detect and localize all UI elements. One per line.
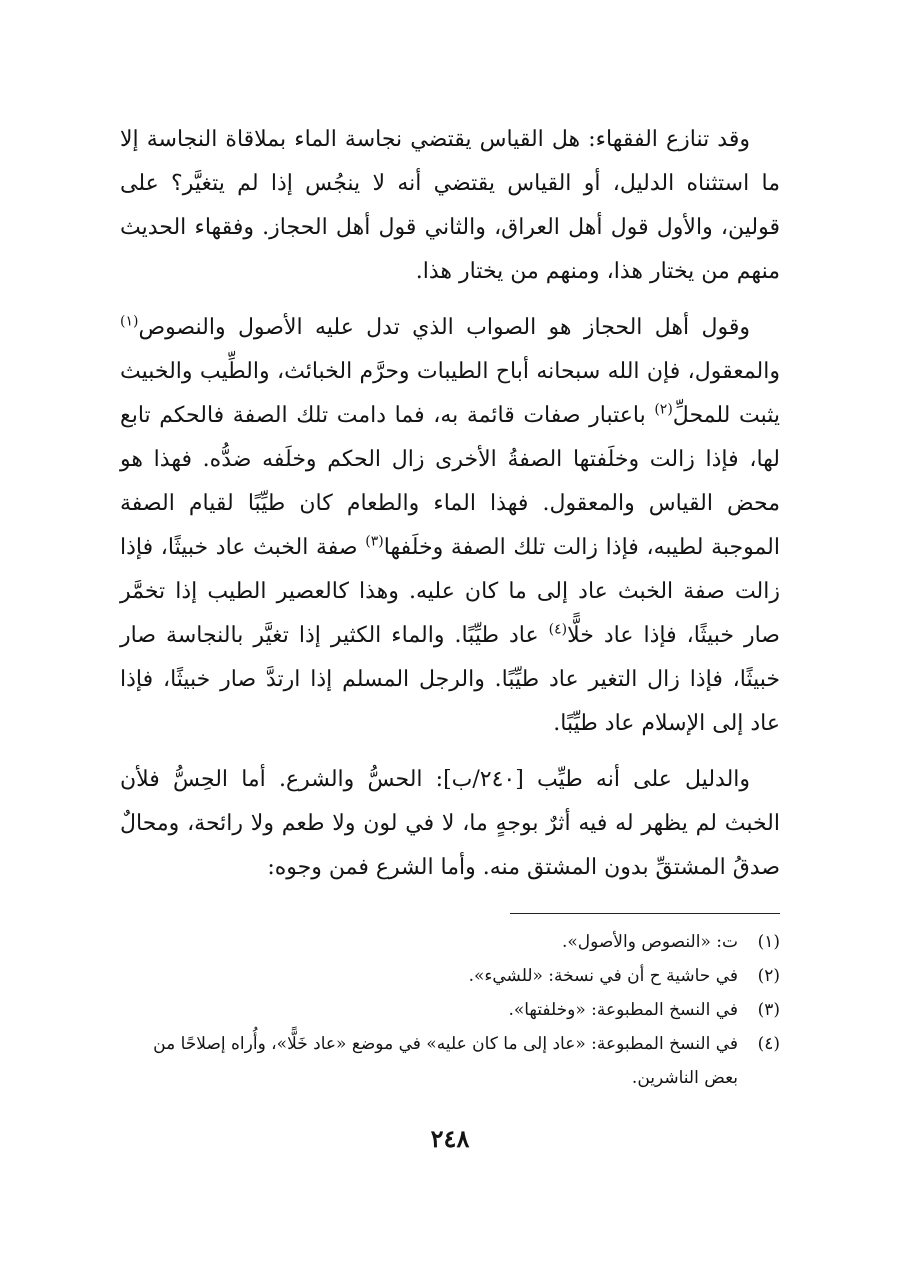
paragraph-2-part-a: وقول أهل الحجاز هو الصواب الذي تدل عليه الأصول والنصوص xyxy=(138,315,750,340)
footnote-number: (١) xyxy=(757,932,780,952)
footnote-number: (٤) xyxy=(757,1034,780,1054)
paragraph-2-part-d: صفة الخبث عاد خبيثًا، فإذا زالت صفة الخبث عاد إلى ما كان عليه. وهذا كالعصير الطيب إذا تخمَّر صار خبيثًا، فإذا عاد خلًّا xyxy=(120,535,780,648)
paragraph-1: وقد تنازع الفقهاء: هل القياس يقتضي نجاسة الماء بملاقاة النجاسة إلا ما استثناه الدليل، أو القياس يقتضي أنه لا ينجُس إذا لم يتغيَّر؟ على قولين، والأول قول أهل العراق، والثاني قول أهل الحجاز. وفقهاء الحديث منهم من يختار هذا، ومنهم من يختار هذا. xyxy=(120,127,780,284)
footnote-1 xyxy=(120,925,780,959)
footnote-2 xyxy=(120,959,780,993)
footnote-4 xyxy=(120,1027,780,1095)
paragraph-2-part-b: والمعقول، فإن الله سبحانه أباح الطيبات وحرَّم الخبائث، والطِّيب والخبيث يثبت للمحلِّ xyxy=(120,359,781,428)
footnote-ref-4: (٤) xyxy=(548,621,568,638)
footnote-ref-2: (٢) xyxy=(654,401,673,418)
paragraph-2 xyxy=(120,306,780,746)
footnote-ref-3: (٣) xyxy=(365,533,384,550)
footnote-text: في النسخ المطبوعة: «عاد إلى ما كان عليه» في موضع «عاد خَلًّا»، وأُراه إصلاحًا من بعض الناشرين. xyxy=(153,1034,738,1088)
footnote-text: في النسخ المطبوعة: «وخلفتها». xyxy=(508,1000,738,1020)
paragraph-3: والدليل على أنه طيِّب [٢٤٠/ب]: الحسُّ والشرع. أما الحِسُّ فلأن الخبث لم يظهر له فيه أثرٌ بوجهٍ ما، لا في لون ولا طعم ولا رائحة، ومحالٌ صدقُ المشتقِّ بدون المشتق منه. وأما الشرع فمن وجوه: xyxy=(120,767,780,880)
main-text xyxy=(120,118,780,902)
footnote-3 xyxy=(120,993,780,1027)
paragraph-2-part-e: عاد طيِّبًا. والماء الكثير إذا تغيَّر بالنجاسة صار خبيثًا، فإذا زال التغير عاد طيِّبًا. والرجل المسلم إذا ارتدَّ صار خبيثًا، فإذا عاد إلى الإسلام عاد طيِّبًا. xyxy=(120,623,780,736)
footnote-text: في حاشية ح أن في نسخة: «للشيء». xyxy=(468,966,738,986)
footnote-text: ت: «النصوص والأصول». xyxy=(561,932,738,952)
footnote-divider xyxy=(510,913,780,914)
footnote-ref-1: (١) xyxy=(120,313,139,330)
paragraph-2-part-c: باعتبار صفات قائمة به، فما دامت تلك الصفة فالحكم تابع لها، فإذا زالت وخلَفتها الصفةُ الأخرى زال الحكم وخلَفه ضدُّه. فهذا هو محض القياس والمعقول. فهذا الماء والطعام كان طيِّبًا لقيام الصفة الموجبة لطيبه، فإذا زالت تلك الصفة وخلَفها xyxy=(120,403,780,560)
footnotes xyxy=(120,925,780,1095)
page-number: ٢٤٨ xyxy=(430,1124,470,1153)
footnote-number: (٣) xyxy=(757,1000,780,1020)
footnote-number: (٢) xyxy=(757,966,780,986)
